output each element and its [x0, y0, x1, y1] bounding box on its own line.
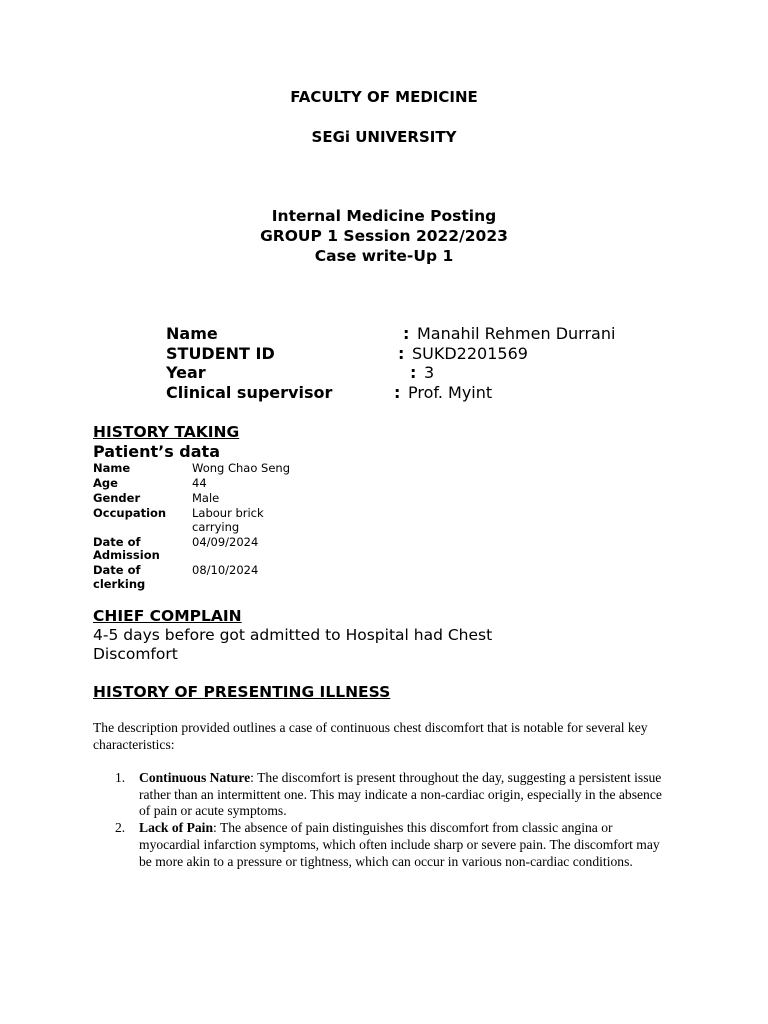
- table-row: [93, 564, 292, 593]
- info-colon: :: [398, 343, 405, 363]
- hpi-heading: HISTORY OF PRESENTING ILLNESS: [93, 683, 391, 701]
- patient-field-value: 44: [192, 476, 207, 490]
- patient-field-label: Occupation: [93, 506, 167, 520]
- info-value: 3: [424, 363, 435, 383]
- list-item: [115, 770, 669, 820]
- patients-data-title: Patient’s data: [93, 442, 220, 461]
- faculty-title: FACULTY OF MEDICINE: [290, 88, 478, 106]
- list-number: 1.: [115, 770, 126, 785]
- table-row: [93, 507, 292, 536]
- chief-complain-heading: CHIEF COMPLAIN: [93, 607, 242, 625]
- info-colon: :: [403, 324, 410, 343]
- patient-field-value: 04/09/2024: [192, 534, 259, 549]
- patient-data-table: [93, 462, 292, 593]
- patient-field-label: Date of Admission: [93, 534, 160, 562]
- patient-field-value: Wong Chao Seng: [192, 461, 290, 475]
- history-taking-heading: HISTORY TAKING: [93, 423, 240, 441]
- point-term: Continuous Nature: [139, 770, 251, 785]
- table-row: [93, 477, 292, 492]
- patient-field-value: 08/10/2024: [192, 563, 259, 577]
- info-label: Name: [166, 324, 218, 343]
- patient-field-value: Labour brick carrying: [192, 506, 264, 534]
- info-label: Clinical supervisor: [166, 383, 333, 403]
- info-value: SUKD2201569: [412, 343, 528, 363]
- list-item: [115, 820, 669, 870]
- patient-field-label: Age: [93, 476, 118, 490]
- point-text: : The absence of pain distinguishes this discomfort from classic angina or myocardial infarction symptoms, which often include sharp or severe pain. The discomfort may be more akin to a pressure or tightness, which can occur in various non-cardiac conditions.: [139, 820, 660, 869]
- patient-field-value: Male: [192, 491, 220, 505]
- info-value: Prof. Myint: [408, 383, 493, 403]
- info-value: Manahil Rehmen Durrani: [417, 324, 616, 343]
- info-label: STUDENT ID: [166, 343, 275, 363]
- case-writeup-title: Case write-Up 1: [314, 247, 454, 265]
- info-colon: :: [394, 383, 401, 403]
- university-title: SEGi UNIVERSITY: [311, 128, 457, 146]
- patient-field-label: Name: [93, 461, 131, 475]
- info-label: Year: [166, 363, 206, 383]
- group-session: GROUP 1 Session 2022/2023: [260, 227, 508, 245]
- hpi-intro-paragraph: The description provided outlines a case of continuous chest discomfort that is notable for several key characteristics:: [93, 720, 648, 752]
- patient-field-label: Date of clerking: [93, 563, 146, 591]
- table-row: [93, 536, 292, 565]
- point-text: : The discomfort is present throughout the day, suggesting a persistent issue rather than an intermittent one. This may indicate a non-cardiac origin, especially in the absence of pain or acute symptoms.: [139, 770, 662, 819]
- table-row: [93, 492, 292, 507]
- list-number: 2.: [115, 820, 126, 836]
- info-colon: :: [410, 363, 417, 383]
- hpi-points-list: [115, 770, 669, 870]
- patient-field-label: Gender: [93, 491, 141, 505]
- posting-title: Internal Medicine Posting: [271, 207, 497, 225]
- chief-complain-text: 4-5 days before got admitted to Hospital had Chest Discomfort: [93, 626, 493, 663]
- table-row: [93, 462, 292, 477]
- point-term: Lack of Pain: [139, 820, 214, 836]
- posting-block: [0, 206, 768, 266]
